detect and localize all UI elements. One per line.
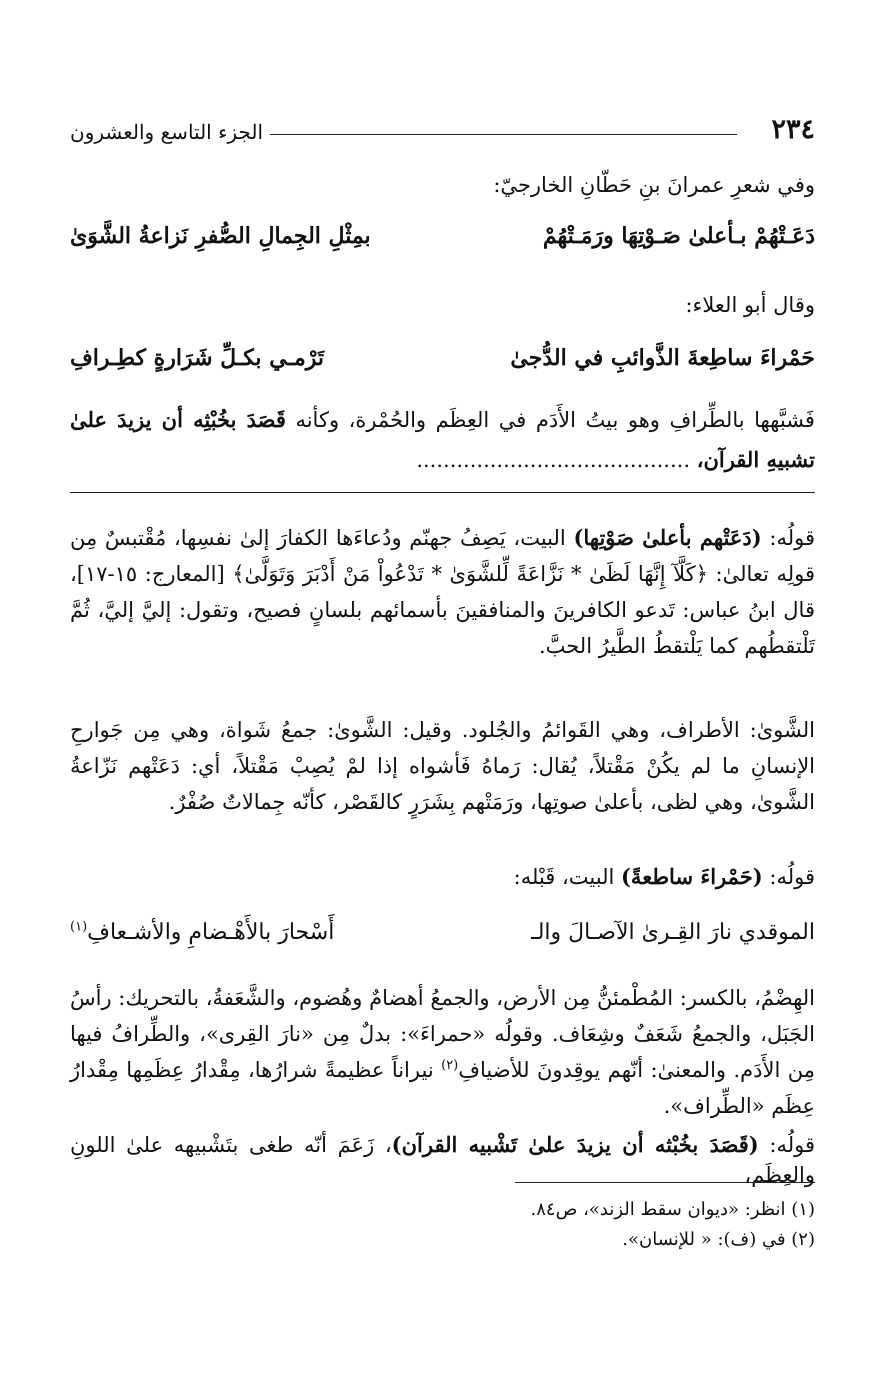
commentary-paragraph-5	[70, 1130, 815, 1190]
page-header	[70, 114, 815, 150]
footnote-ref-1: (١)	[70, 919, 88, 935]
verse-3	[70, 915, 815, 951]
commentary-4-end: نيراناً عظيمةً شرارُها، مِقْدارُ عِظَمِها مِقْدارُ عِظَم «الطِّراف».	[70, 1058, 815, 1118]
verse-3-first-hemistich: الموقدي نارَ القِـرىٰ الآصـالَ والـ	[531, 920, 815, 945]
intro-line-2: وقال أبو العلاء:	[685, 293, 815, 317]
page-number: ٢٣٤	[771, 114, 815, 145]
footnote-2: (٢) في (ف): « للإنسان».	[622, 1229, 815, 1250]
main-paragraph-bold: قَصَدَ بخُبْثِه أن يزيدَ علىٰ تشبيهِ القرآن،	[70, 407, 815, 472]
commentary-4-text: الهِضْمُ، بالكسر: المُطْمئنُّ مِن الأرض، والجمعُ أهضامٌ وهُضوم، والشَّعَفةُ، بالتحريك: رأسُ الجَبَل، والجمعُ شَعَفٌ وشِعَاف. وقولُه «حمراءَ»: بدلٌ مِن «نارَ القِرى»، والطِّرافُ فيها مِن الأَدَم. والمعنىٰ: أنّهم يوقِدونَ للأضيافِ	[70, 986, 816, 1082]
commentary-3-lemma: (حَمْراءَ ساطعةً)	[621, 864, 763, 889]
commentary-paragraph-1	[70, 520, 815, 664]
commentary-3-label: قولُه:	[762, 865, 815, 889]
main-paragraph	[70, 400, 815, 480]
header-rule	[270, 134, 737, 135]
commentary-paragraph-3	[70, 862, 815, 892]
main-paragraph-text: فَشبَّهها بالطِّرافِ وهو بيتُ الأَدَم في العِظَم والحُمْرة، وكأنه	[285, 408, 815, 432]
footnote-1: (١) انظر: «ديوان سقط الزند»، ص٨٤.	[530, 1199, 815, 1220]
text-commentary-divider	[70, 492, 815, 493]
commentary-5-text: ، زَعَمَ أنّه طغى بتَشْبيهه علىٰ اللونِ والعِظَم،	[70, 1133, 815, 1187]
footnote-ref-2: (٢)	[441, 1058, 459, 1073]
commentary-3-text: البيت، قَبْله:	[513, 865, 621, 889]
verse-1-first-hemistich: دَعَـتْهُمْ بـأعلىٰ صَـوْتِهَا ورَمَـتْهُمْ	[542, 223, 815, 249]
main-paragraph-dots: .........................................	[416, 448, 697, 472]
commentary-5-lemma: (قَصَدَ بخُبْثه أن يزيدَ علىٰ تَشْبيه القرآن)	[391, 1132, 759, 1157]
commentary-1-text: البيت، يَصِفُ جهنّم ودُعاءَها الكفارَ إلىٰ نفسِها، مُقْتبسٌ مِن قولِه تعالىٰ: ﴿كَلَّآ إِنَّهَا لَظَىٰ * نَزَّاعَةً لِّلشَّوَىٰ * تَدْعُواْ مَنْ أَدْبَرَ وَتَوَلَّىٰ﴾ [المعارج: ١٥-١٧]، قال ابنُ عباس: تَدعو الكافرينَ والمنافقينَ بأسمائهم بلسانٍ فصيح، وتقول: إليَّ إليَّ، ثُمَّ تَلْتقطُهم كما يَلْتقطُ الطَّيرُ الحبَّ.	[70, 526, 815, 658]
running-title: الجزء التاسع والعشرون	[70, 120, 264, 144]
commentary-1-label: قولُه:	[761, 526, 816, 550]
verse-1-second-hemistich: بمِثْلِ الجِمالِ الصُّفرِ نَزاعةُ الشَّوَىٰ	[70, 223, 371, 249]
commentary-paragraph-2: الشَّوىٰ: الأطراف، وهي القَوائمُ والجُلود. وقيل: الشَّوىٰ: جمعُ شَواة، وهي مِن جَوارحِ الإنسانِ ما لم يكُنْ مَقْتلاً، يُقال: رَماهُ فَأشواه إذا لمْ يُصِبْ مَقْتلاً، أي: دَعَتْهم نَزّاعةُ الشَّوىٰ، وهي لظى، بأعلىٰ صوتِها، ورَمَتْهم بِشَرَرٍ كالقَصْر، كأنّه جِمالاتٌ صُفْرٌ.	[70, 718, 815, 814]
verse-3-second-hemistich-text: أَسْحارَ بالأَهْـضامِ والأشـعافِ	[87, 920, 335, 945]
verse-2	[70, 340, 815, 376]
commentary-1-lemma: (دَعَتْهم بأعلىٰ صَوْتِها)	[573, 525, 762, 550]
intro-line-1: وفي شعرِ عمرانَ بنِ حَطّانِ الخارجيّ:	[493, 173, 815, 197]
verse-2-first-hemistich: حَمْراءَ ساطِعةَ الذَّوائبِ في الدُّجىٰ	[510, 345, 815, 371]
verse-2-second-hemistich: تَرْمـي بكـلِّ شَرَارةٍ كطِـرافِ	[70, 345, 325, 371]
commentary-paragraph-4	[70, 980, 815, 1124]
book-page	[70, 100, 815, 1360]
commentary-5-label: قولُه:	[758, 1133, 815, 1157]
footnote-divider	[515, 1182, 815, 1183]
verse-1	[70, 218, 815, 254]
verse-3-second-hemistich	[70, 915, 334, 951]
